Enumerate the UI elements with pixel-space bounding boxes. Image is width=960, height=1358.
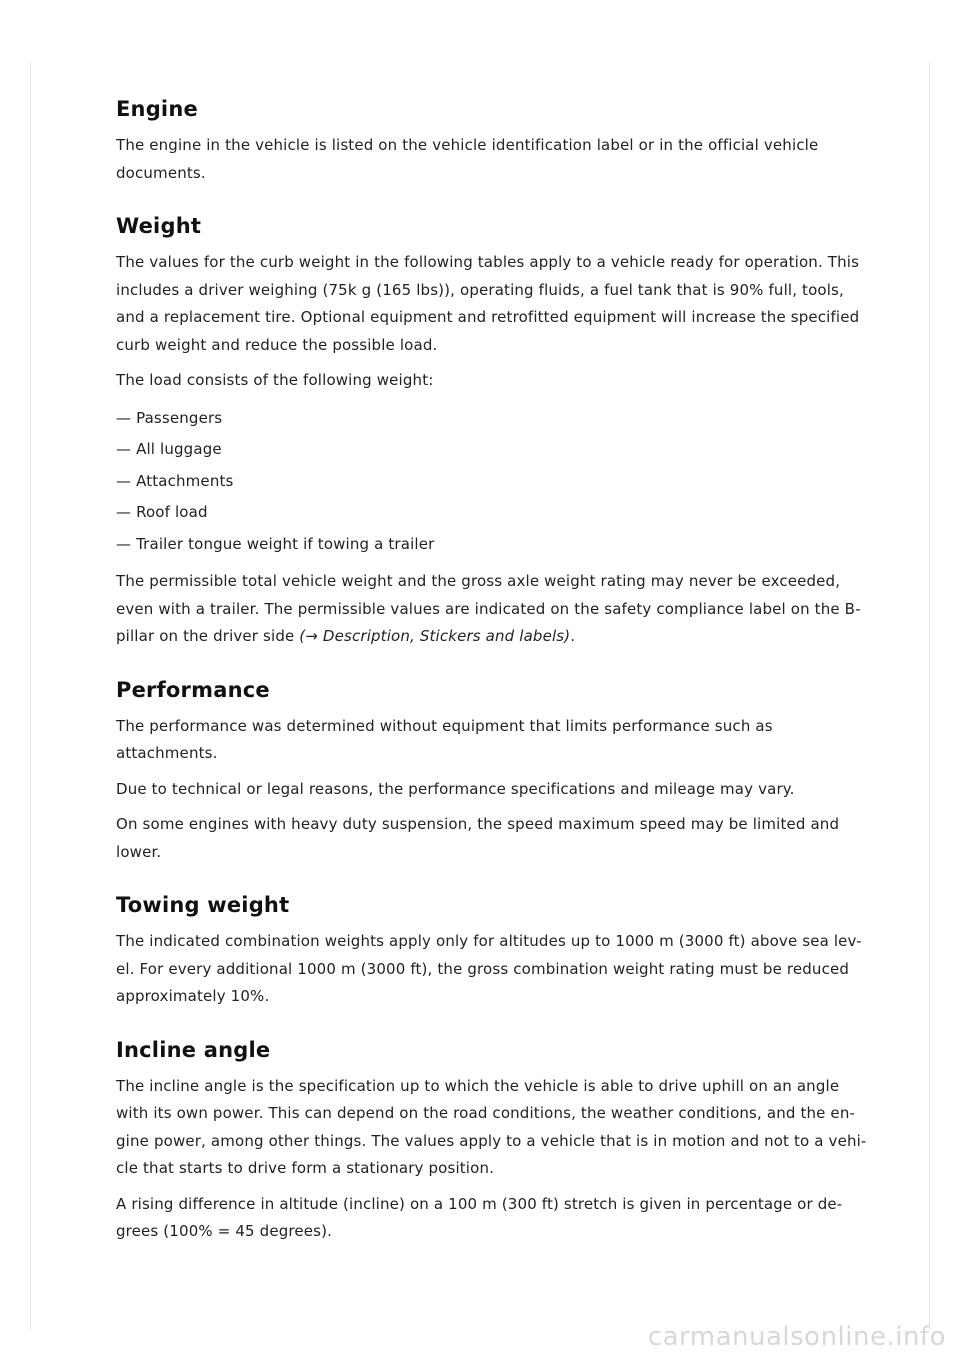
heading-incline-angle: Incline angle xyxy=(116,1037,271,1062)
weight-paragraph-2: The load consists of the following weight: xyxy=(116,371,434,389)
list-item: — Trailer tongue weight if towing a trailer xyxy=(116,534,435,553)
cross-reference-link[interactable]: (→ Description, Stickers and labels) xyxy=(299,627,571,645)
engine-paragraph: The engine in the vehicle is listed on the vehicle identification label or in the official vehicle documents. xyxy=(116,136,819,182)
performance-paragraph-2: Due to technical or legal reasons, the performance specifications and mileage may vary. xyxy=(116,779,795,798)
heading-towing-weight: Towing weight xyxy=(116,893,290,917)
performance-paragraph-3: On some engines with heavy duty suspension, the speed maximum speed may be limited and lower. xyxy=(116,815,840,861)
page-content xyxy=(116,92,876,1268)
list-item: — Passengers xyxy=(116,408,223,427)
list-item: — Roof load xyxy=(116,503,208,521)
section-engine xyxy=(116,92,876,187)
section-towing-weight xyxy=(116,888,876,1011)
performance-paragraph-1: The performance was determined without equipment that limits performance such as attachments. xyxy=(116,716,773,762)
weight-paragraph-3-end: . xyxy=(570,627,576,645)
weight-paragraph-3 xyxy=(116,568,876,651)
section-weight xyxy=(116,209,876,651)
list-item: — All luggage xyxy=(116,440,222,458)
watermark: carmanualsonline.info xyxy=(647,1322,946,1352)
load-list xyxy=(116,403,876,561)
list-item: — Attachments xyxy=(116,471,234,490)
heading-engine: Engine xyxy=(116,97,198,121)
weight-paragraph-1: The values for the curb weight in the following tables apply to a vehicle ready for operation. This includes a driver weighing (75k g (165 lbs)), operating fluids, a fuel tank that is 90% full, tools, and a replacement tire. Optional equipment and retrofitted equipment will increase the specified curb weight and reduce the possible load. xyxy=(116,253,860,354)
left-margin-rule xyxy=(30,62,31,1330)
section-incline-angle xyxy=(116,1033,876,1246)
heading-performance: Performance xyxy=(116,677,270,702)
weight-paragraph-3-text: The permissible total vehicle weight and the gross axle weight rating may never be exceeded, even with a trailer. The permissible values are indicated on the safety compliance label on the B-pillar on the driver side xyxy=(116,572,861,645)
incline-paragraph-2: A rising difference in altitude (incline) on a 100 m (300 ft) stretch is given in percentage or de-grees (100% = 45 degrees). xyxy=(116,1194,843,1240)
section-performance xyxy=(116,673,876,867)
heading-weight: Weight xyxy=(116,214,202,238)
towing-paragraph: The indicated combination weights apply only for altitudes up to 1000 m (3000 ft) above sea lev-el. For every additional 1000 m (3000 ft), the gross combination weight rating must be reduced approximately 10%. xyxy=(116,932,862,1005)
right-margin-rule xyxy=(929,62,930,1330)
incline-paragraph-1: The incline angle is the specification up to which the vehicle is able to drive uphill on an angle with its own power. This can depend on the road conditions, the weather conditions, and the en-gine power, among other things. The values apply to a vehicle that is in motion and not to a vehi-cle that starts to drive form a stationary position. xyxy=(116,1076,867,1177)
